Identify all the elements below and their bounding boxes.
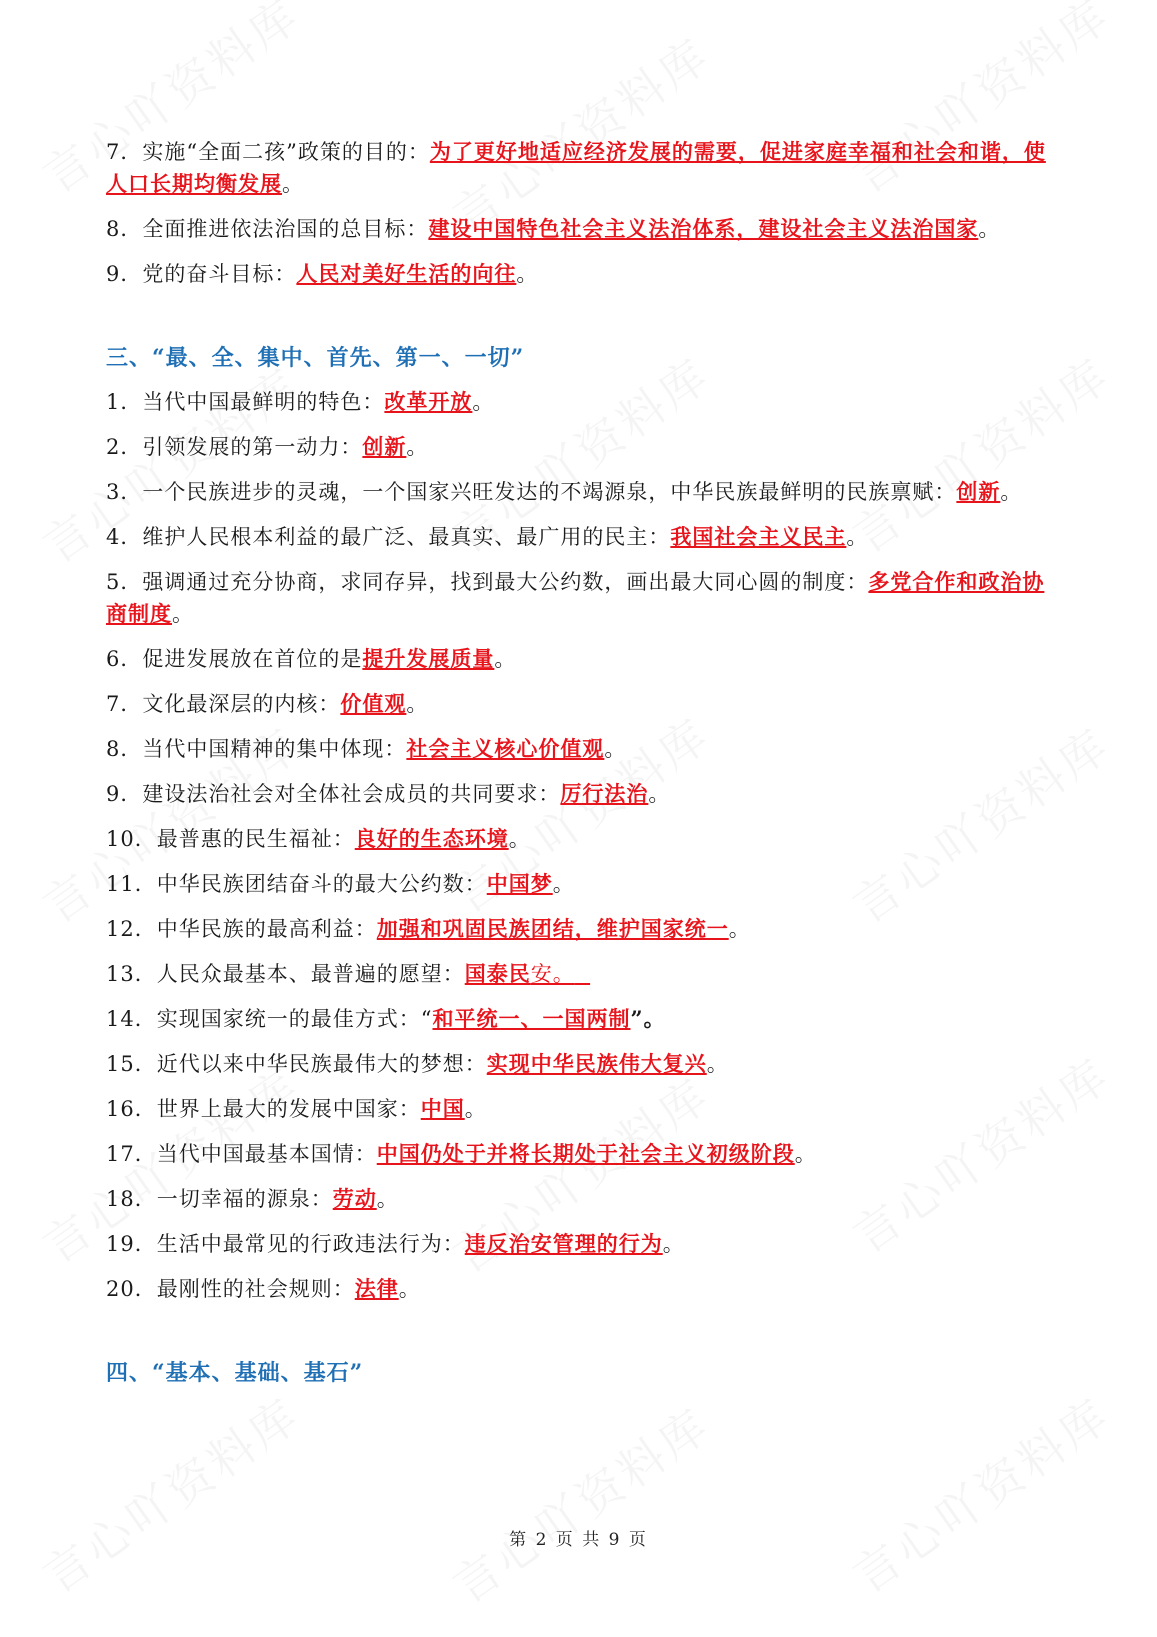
watermark [28, 1380, 312, 1606]
section-4-heading: 四、“基本、基础、基石” [106, 1360, 364, 1386]
section-3-list [106, 386, 1056, 1305]
list-item: 6．促进发展放在首位的是提升发展质量。 [106, 646, 517, 671]
answer-text: 实现中华民族伟大复兴 [486, 1051, 707, 1076]
list-item: 19．生活中最常见的行政违法行为：违反治安管理的行为。 [106, 1231, 685, 1256]
answer-text: 中国仍处于并将长期处于社会主义初级阶段 [376, 1141, 795, 1166]
list-item: 10．最普惠的民生福祉：良好的生态环境。 [106, 826, 531, 851]
answer-text: 创新 [362, 434, 407, 459]
answer-text: 加强和巩固民族团结，维护国家统一 [376, 916, 729, 941]
list-item: 5．强调通过充分协商，求同存异，找到最大公约数，画出最大同心圆的制度：多党合作和政治协商制度。 [106, 569, 1045, 626]
list-item: 1．当代中国最鲜明的特色：改革开放。 [106, 389, 495, 414]
list-item: 12．中华民族的最高利益：加强和巩固民族团结，维护国家统一。 [106, 916, 751, 941]
list-item: 14．实现国家统一的最佳方式：“和平统一、一国两制”。 [106, 1006, 666, 1031]
answer-text: 劳动 [332, 1186, 377, 1211]
answer-text: 改革开放 [384, 389, 473, 414]
answer-text: 创新 [956, 479, 1001, 504]
list-item: 8．当代中国精神的集中体现：社会主义核心价值观。 [106, 736, 627, 761]
list-item: 3．一个民族进步的灵魂，一个国家兴旺发达的不竭源泉，中华民族最鲜明的民族禀赋：创新。 [106, 479, 1023, 504]
answer-text: 中国 [420, 1096, 465, 1121]
list-item: 9．建设法治社会对全体社会成员的共同要求：厉行法治。 [106, 781, 671, 806]
answer-text: 社会主义核心价值观 [406, 736, 605, 761]
answer-text: 法律 [354, 1276, 399, 1301]
list-item: 17．当代中国最基本国情：中国仍处于并将长期处于社会主义初级阶段。 [106, 1141, 817, 1166]
list-item: 9．党的奋斗目标：人民对美好生活的向往。 [106, 261, 539, 286]
answer-text: 我国社会主义民主 [670, 524, 847, 549]
list-item: 18．一切幸福的源泉：劳动。 [106, 1186, 399, 1211]
answer-text: 国泰民 [464, 961, 531, 986]
answer-text: 和平统一、一国两制 [432, 1006, 631, 1031]
list-item: 16．世界上最大的发展中国家：中国。 [106, 1096, 487, 1121]
answer-text: 人民对美好生活的向往 [296, 261, 517, 286]
document-body [106, 136, 1056, 1389]
list-item: 11．中华民族团结奋斗的最大公约数：中国梦。 [106, 871, 575, 896]
list-item: 7．文化最深层的内核：价值观。 [106, 691, 429, 716]
answer-text: 建设中国特色社会主义法治体系，建设社会主义法治国家 [428, 216, 979, 241]
answer-text: 安。 [530, 962, 575, 986]
answer-text: 价值观 [340, 691, 407, 716]
page-footer: 第 2 页 共 9 页 [509, 1530, 648, 1550]
answer-text: 违反治安管理的行为 [464, 1231, 663, 1256]
section-3-heading: 三、“最、全、集中、首先、第一、一切” [106, 345, 525, 371]
list-item: 20．最刚性的社会规则：法律。 [106, 1276, 421, 1301]
watermark [838, 1380, 1122, 1606]
answer-text: 良好的生态环境 [354, 826, 509, 851]
watermark [438, 1390, 722, 1616]
answer-text: 中国梦 [486, 871, 553, 896]
list-item: 8．全面推进依法治国的总目标：建设中国特色社会主义法治体系，建设社会主义法治国家。 [106, 216, 1001, 241]
list-item: 4．维护人民根本利益的最广泛、最真实、最广用的民主：我国社会主义民主。 [106, 524, 869, 549]
list-item: 2．引领发展的第一动力：创新。 [106, 434, 429, 459]
list-item: 7．实施“全面二孩”政策的目的：为了更好地适应经济发展的需要，促进家庭幸福和社会和谐，使人口长期均衡发展。 [106, 139, 1046, 196]
list-item: 13．人民众最基本、最普遍的愿望：国泰民安。 [106, 961, 575, 986]
section-2-tail [106, 136, 1056, 290]
answer-text: 提升发展质量 [362, 646, 495, 671]
answer-text: 厉行法治 [560, 781, 649, 806]
answer-text: 为了更好地适应经济发展的需要，促进家庭幸福和社会和谐，使人口长期均衡发展 [106, 139, 1046, 196]
list-item: 15．近代以来中华民族最伟大的梦想：实现中华民族伟大复兴。 [106, 1051, 729, 1076]
answer-text: 多党合作和政治协商制度 [106, 569, 1045, 626]
